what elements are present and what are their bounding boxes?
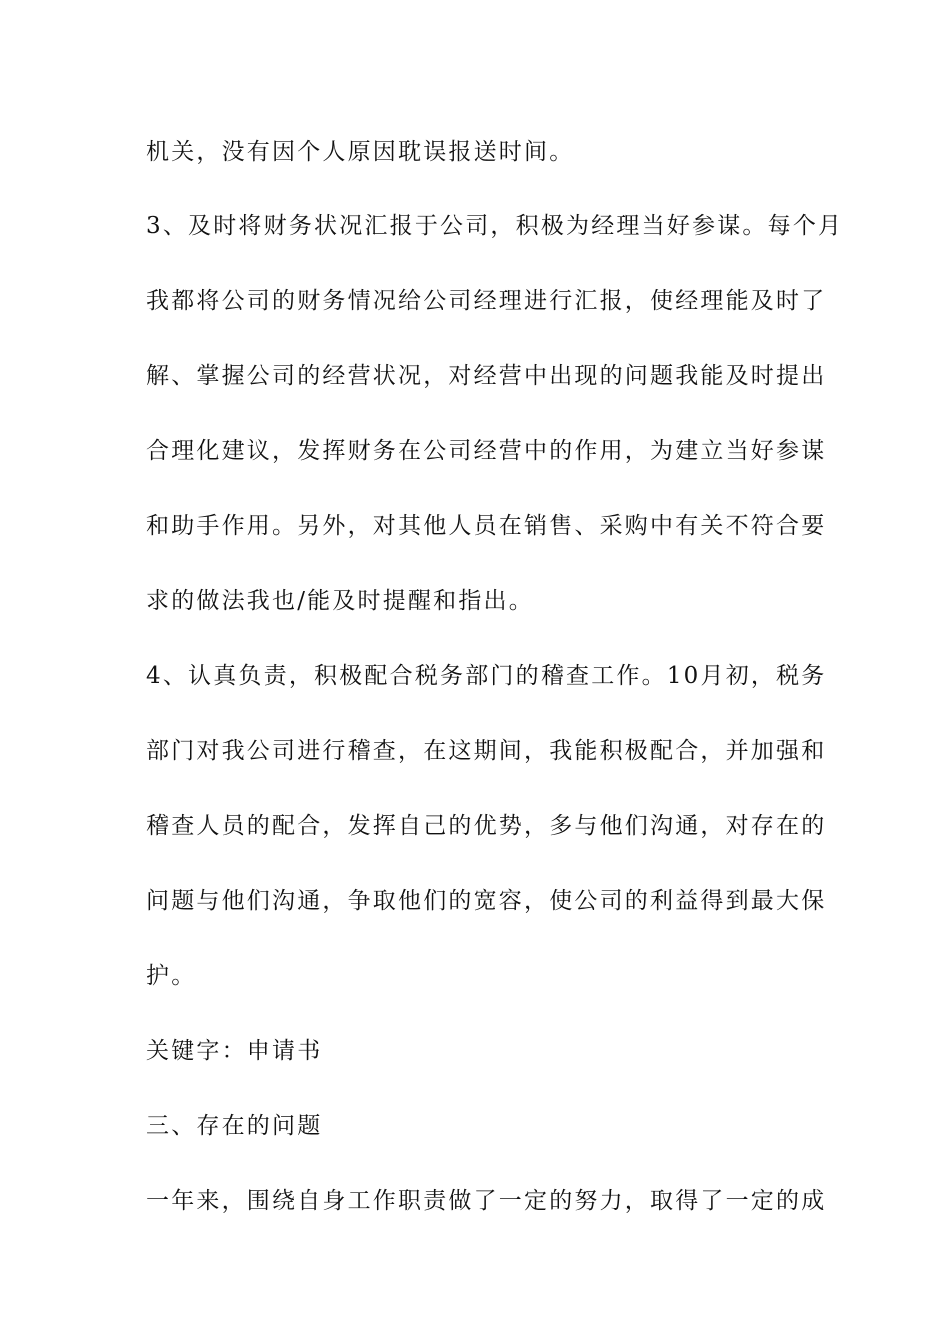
keywords-line: 关键字：申请书 [146,1038,323,1064]
paragraph-line: 4、认真负责，积极配合税务部门的稽查工作。10月初，税务 [146,663,827,689]
paragraph-line: 解、掌握公司的经营状况，对经营中出现的问题我能及时提出 [146,363,827,389]
paragraph-line: 部门对我公司进行稽查，在这期间，我能积极配合，并加强和 [146,738,827,764]
paragraph-line: 问题与他们沟通，争取他们的宽容，使公司的利益得到最大保 [146,888,827,914]
paragraph-line: 护。 [146,963,197,989]
paragraph-line: 求的做法我也/能及时提醒和指出。 [146,588,534,614]
paragraph-line: 合理化建议，发挥财务在公司经营中的作用，为建立当好参谋 [146,438,827,464]
paragraph-line: 我都将公司的财务情况给公司经理进行汇报，使经理能及时了 [146,288,827,314]
paragraph-line: 3、及时将财务状况汇报于公司，积极为经理当好参谋。每个月 [146,213,844,239]
section-heading: 三、存在的问题 [146,1113,323,1139]
paragraph-line: 和助手作用。另外，对其他人员在销售、采购中有关不符合要 [146,513,827,539]
paragraph-line: 一年来，围绕自身工作职责做了一定的努力，取得了一定的成 [146,1188,827,1214]
paragraph-line: 稽查人员的配合，发挥自己的优势，多与他们沟通，对存在的 [146,813,827,839]
paragraph-line: 机关，没有因个人原因耽误报送时间。 [146,139,575,165]
